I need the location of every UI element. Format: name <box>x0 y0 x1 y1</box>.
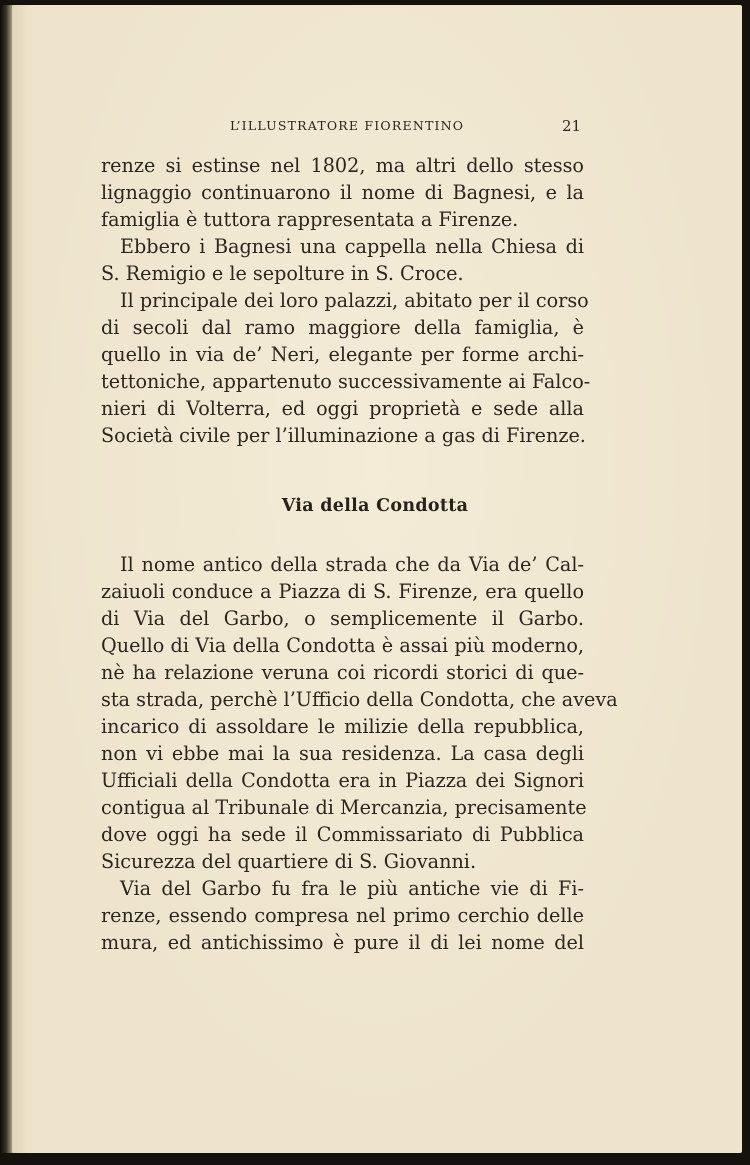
text-line: dove oggi ha sede il Commissariato di Pubblica <box>101 823 584 846</box>
text-line: S. Remigio e le sepolture in S. Croce. <box>101 262 464 285</box>
text-line: Sicurezza del quartiere di S. Giovanni. <box>101 850 477 873</box>
text-line: Via del Garbo fu fra le più antiche vie di Fi- <box>120 877 584 900</box>
running-head <box>0 118 750 138</box>
text-line: famiglia è tuttora rappresentata a Firenze. <box>101 208 519 231</box>
text-line: Quello di Via della Condotta è assai più moderno, <box>101 634 584 657</box>
text-line: Società civile per l’illuminazione a gas di Firenze. <box>101 424 586 447</box>
text-line: contigua al Tribunale di Mercanzia, precisamente <box>101 796 587 819</box>
text-line: incarico di assoldare le milizie della repubblica, <box>101 715 584 738</box>
text-line: Ufficiali della Condotta era in Piazza dei Signori <box>101 769 584 792</box>
running-title: L’ILLUSTRATORE FIORENTINO <box>230 118 465 133</box>
text-line: sta strada, perchè l’Ufficio della Condotta, che aveva <box>101 688 618 711</box>
text-line: nè ha relazione veruna coi ricordi storici di que- <box>101 661 584 684</box>
text-line: zaiuoli conduce a Piazza di S. Firenze, era quello <box>101 580 584 603</box>
text-line: quello in via de’ Neri, elegante per forme archi- <box>101 343 584 366</box>
page-number: 21 <box>562 117 582 135</box>
text-line: renze, essendo compresa nel primo cerchio delle <box>101 904 584 927</box>
text-line: non vi ebbe mai la sua residenza. La casa degli <box>101 742 584 765</box>
text-line: di secoli dal ramo maggiore della famiglia, è <box>101 316 584 339</box>
text-line: mura, ed antichissimo è pure il di lei nome del <box>101 931 584 954</box>
text-line: nieri di Volterra, ed oggi proprietà e sede alla <box>101 397 584 420</box>
text-line: Ebbero i Bagnesi una cappella nella Chiesa di <box>120 235 584 258</box>
text-line: lignaggio continuarono il nome di Bagnesi, e la <box>101 181 584 204</box>
text-line: Il principale dei loro palazzi, abitato per il corso <box>120 289 589 312</box>
section-heading: Via della Condotta <box>281 496 469 516</box>
text-line: Il nome antico della strada che da Via de’ Cal- <box>120 553 584 576</box>
text-line: tettoniche, appartenuto successivamente ai Falco- <box>101 370 591 393</box>
text-line: renze si estinse nel 1802, ma altri dello stesso <box>101 154 584 177</box>
text-line: di Via del Garbo, o semplicemente il Garbo. <box>101 607 584 630</box>
